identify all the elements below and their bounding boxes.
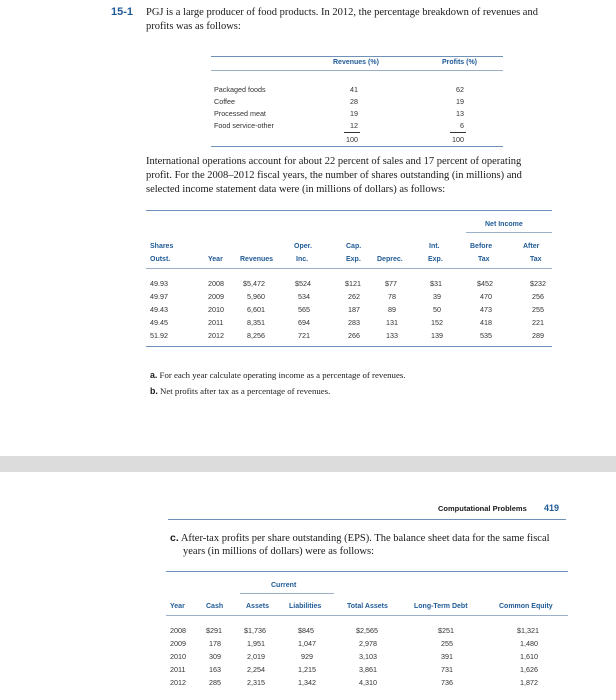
income-header-outst: Outst.: [150, 256, 171, 263]
breakdown-row-revenues: 12: [350, 121, 358, 130]
cell-year: 2009: [170, 639, 186, 648]
cell-int-exp: 152: [431, 318, 443, 327]
cell-int-exp: 50: [433, 305, 441, 314]
breakdown-total-revenues: 100: [346, 135, 358, 144]
breakdown-row-revenues: 19: [350, 109, 358, 118]
cell-common-equity: 1,610: [520, 652, 538, 661]
cell-cash: 285: [209, 678, 221, 687]
cell-common-equity: 1,480: [520, 639, 538, 648]
cell-year: 2010: [170, 652, 186, 661]
cell-before-tax: 473: [480, 305, 492, 314]
income-header-year: Year: [208, 256, 223, 263]
running-header-title: Computational Problems: [438, 504, 527, 513]
cell-deprec: $77: [385, 279, 397, 288]
cell-common-equity: 1,872: [520, 678, 538, 687]
breakdown-sum-rule-profits: [450, 132, 466, 133]
income-header-int: Int.: [429, 243, 440, 250]
income-header-cap: Cap.: [346, 243, 362, 250]
breakdown-row-label: Packaged foods: [214, 85, 266, 94]
cell-after-tax: 256: [532, 292, 544, 301]
cell-current-assets: 1,951: [247, 639, 265, 648]
income-header-before: Before: [470, 243, 493, 250]
balance-header-cash: Cash: [206, 603, 224, 610]
cell-shares: 49.45: [150, 318, 168, 327]
income-header-before-tax: Tax: [478, 256, 490, 263]
income-header-revenues: Revenues: [240, 256, 274, 263]
cell-total-assets: 3,861: [359, 665, 377, 674]
cell-current-assets: 2,019: [247, 652, 265, 661]
breakdown-row-profits: 19: [456, 97, 464, 106]
balance-top-rule: [166, 571, 568, 572]
breakdown-row-label: Processed meat: [214, 109, 266, 118]
cell-int-exp: $31: [430, 279, 442, 288]
balance-header-year: Year: [170, 603, 185, 610]
cell-before-tax: $452: [477, 279, 493, 288]
cell-deprec: 133: [386, 331, 398, 340]
cell-cap-exp: 266: [348, 331, 360, 340]
cell-cash: 309: [209, 652, 221, 661]
cell-current-assets: $1,736: [244, 626, 266, 635]
cell-long-term-debt: 731: [441, 665, 453, 674]
breakdown-row-revenues: 41: [350, 85, 358, 94]
balance-header-long-term-debt: Long-Term Debt: [414, 603, 468, 610]
cell-deprec: 89: [388, 305, 396, 314]
cell-year: 2012: [208, 331, 224, 340]
cell-oper-inc: 565: [298, 305, 310, 314]
cell-oper-inc: 721: [298, 331, 310, 340]
cell-cash: 178: [209, 639, 221, 648]
income-header-exp: Exp.: [346, 256, 361, 263]
balance-header-assets: Assets: [246, 603, 269, 610]
cell-current-liabilities: 1,342: [298, 678, 316, 687]
cell-year: 2012: [170, 678, 186, 687]
cell-revenues: 6,601: [247, 305, 265, 314]
question-c-text-1: After-tax profits per share outstanding (EPS). The balance sheet data for the same fiscal: [180, 533, 550, 544]
cell-cap-exp: 283: [348, 318, 360, 327]
problem-intro-line-2: profits was as follows:: [146, 21, 241, 32]
cell-long-term-debt: $251: [438, 626, 454, 635]
income-header-after: After: [523, 243, 540, 250]
cell-deprec: 78: [388, 292, 396, 301]
cell-year: 2008: [170, 626, 186, 635]
breakdown-header-revenues: Revenues (%): [333, 59, 379, 66]
textbook-page-bottom: [0, 472, 616, 700]
balance-group-rule: [240, 593, 334, 594]
cell-current-liabilities: 929: [301, 652, 313, 661]
cell-current-liabilities: 1,215: [298, 665, 316, 674]
cell-total-assets: 2,978: [359, 639, 377, 648]
cell-deprec: 131: [386, 318, 398, 327]
income-header-deprec: Deprec.: [377, 256, 403, 263]
cell-long-term-debt: 255: [441, 639, 453, 648]
income-header-shares: Shares: [150, 243, 174, 250]
cell-revenues: 8,351: [247, 318, 265, 327]
balance-header-total-assets: Total Assets: [347, 603, 388, 610]
breakdown-row-profits: 13: [456, 109, 464, 118]
cell-total-assets: $2,565: [356, 626, 378, 635]
cell-current-liabilities: 1,047: [298, 639, 316, 648]
cell-after-tax: $232: [530, 279, 546, 288]
breakdown-total-profits: 100: [452, 135, 464, 144]
cell-revenues: 8,256: [247, 331, 265, 340]
cell-total-assets: 4,310: [359, 678, 377, 687]
income-header-rule: [146, 268, 552, 269]
cell-shares: 49.93: [150, 279, 168, 288]
income-header-int-exp: Exp.: [428, 256, 443, 263]
question-a-text: For each year calculate operating income as a percentage of revenues.: [159, 370, 406, 380]
breakdown-row-revenues: 28: [350, 97, 358, 106]
paragraph-line-3: selected income statement data were (in millions of dollars) as follows:: [146, 184, 446, 195]
cell-year: 2008: [208, 279, 224, 288]
income-header-oper: Oper.: [294, 243, 312, 250]
cell-year: 2011: [208, 318, 224, 327]
cell-current-liabilities: $845: [298, 626, 314, 635]
paragraph-line-1: International operations account for about 22 percent of sales and 17 percent of operating: [146, 156, 522, 167]
running-header-page: 419: [544, 503, 560, 513]
problem-number: 15-1: [111, 6, 134, 18]
cell-int-exp: 39: [433, 292, 441, 301]
balance-group-header: Current: [271, 582, 297, 589]
cell-cap-exp: 187: [348, 305, 360, 314]
question-b-letter: b.: [150, 386, 158, 396]
cell-after-tax: 289: [532, 331, 544, 340]
page-gap: [0, 456, 616, 472]
problem-intro-line-1: PGJ is a large producer of food products. In 2012, the percentage breakdown of revenues and: [146, 7, 538, 18]
breakdown-bottom-rule: [211, 146, 503, 147]
cell-shares: 49.43: [150, 305, 168, 314]
cell-shares: 51.92: [150, 331, 168, 340]
cell-long-term-debt: 736: [441, 678, 453, 687]
question-b-text: Net profits after tax as a percentage of revenues.: [160, 386, 331, 396]
question-c-line-2: years (in millions of dollars) were as follows:: [183, 546, 374, 557]
question-c-letter: c.: [170, 532, 179, 544]
balance-header-rule: [166, 615, 568, 616]
cell-int-exp: 139: [431, 331, 443, 340]
income-bottom-rule: [146, 346, 552, 347]
cell-common-equity: $1,321: [517, 626, 539, 635]
income-group-header: Net Income: [485, 221, 523, 228]
question-b: [150, 384, 330, 398]
cell-revenues: $5,472: [243, 279, 265, 288]
cell-year: 2010: [208, 305, 224, 314]
paragraph-line-2: profit. For the 2008–2012 fiscal years, the number of shares outstanding (in millions) and: [146, 170, 522, 181]
cell-oper-inc: 534: [298, 292, 310, 301]
breakdown-top-rule: [211, 56, 503, 57]
question-c-line-1: [170, 531, 550, 546]
income-header-inc: Inc.: [296, 256, 309, 263]
cell-year: 2009: [208, 292, 224, 301]
income-group-rule: [466, 232, 552, 233]
cell-current-assets: 2,254: [247, 665, 265, 674]
cell-cap-exp: 262: [348, 292, 360, 301]
question-a: [150, 368, 406, 382]
running-header-rule: [168, 519, 566, 520]
cell-cash: $291: [206, 626, 222, 635]
breakdown-sum-rule-revenues: [344, 132, 360, 133]
income-top-rule: [146, 210, 552, 211]
breakdown-header-rule: [211, 70, 503, 71]
cell-after-tax: 221: [532, 318, 544, 327]
cell-long-term-debt: 391: [441, 652, 453, 661]
cell-cash: 163: [209, 665, 221, 674]
cell-oper-inc: 694: [298, 318, 310, 327]
question-a-letter: a.: [150, 370, 158, 380]
breakdown-row-profits: 62: [456, 85, 464, 94]
cell-total-assets: 3,103: [359, 652, 377, 661]
balance-header-liabilities: Liabilities: [289, 603, 322, 610]
income-header-after-tax: Tax: [530, 256, 542, 263]
breakdown-row-profits: 6: [460, 121, 464, 130]
cell-current-assets: 2,315: [247, 678, 265, 687]
cell-oper-inc: $524: [295, 279, 311, 288]
cell-revenues: 5,960: [247, 292, 265, 301]
cell-after-tax: 255: [532, 305, 544, 314]
cell-cap-exp: $121: [345, 279, 361, 288]
cell-before-tax: 535: [480, 331, 492, 340]
cell-shares: 49.97: [150, 292, 168, 301]
balance-header-common-equity: Common Equity: [499, 603, 553, 610]
cell-year: 2011: [170, 665, 186, 674]
cell-common-equity: 1,626: [520, 665, 538, 674]
breakdown-row-label: Coffee: [214, 97, 236, 106]
cell-before-tax: 418: [480, 318, 492, 327]
cell-before-tax: 470: [480, 292, 492, 301]
breakdown-row-label: Food service-other: [214, 121, 274, 130]
breakdown-header-profits: Profits (%): [442, 59, 477, 66]
